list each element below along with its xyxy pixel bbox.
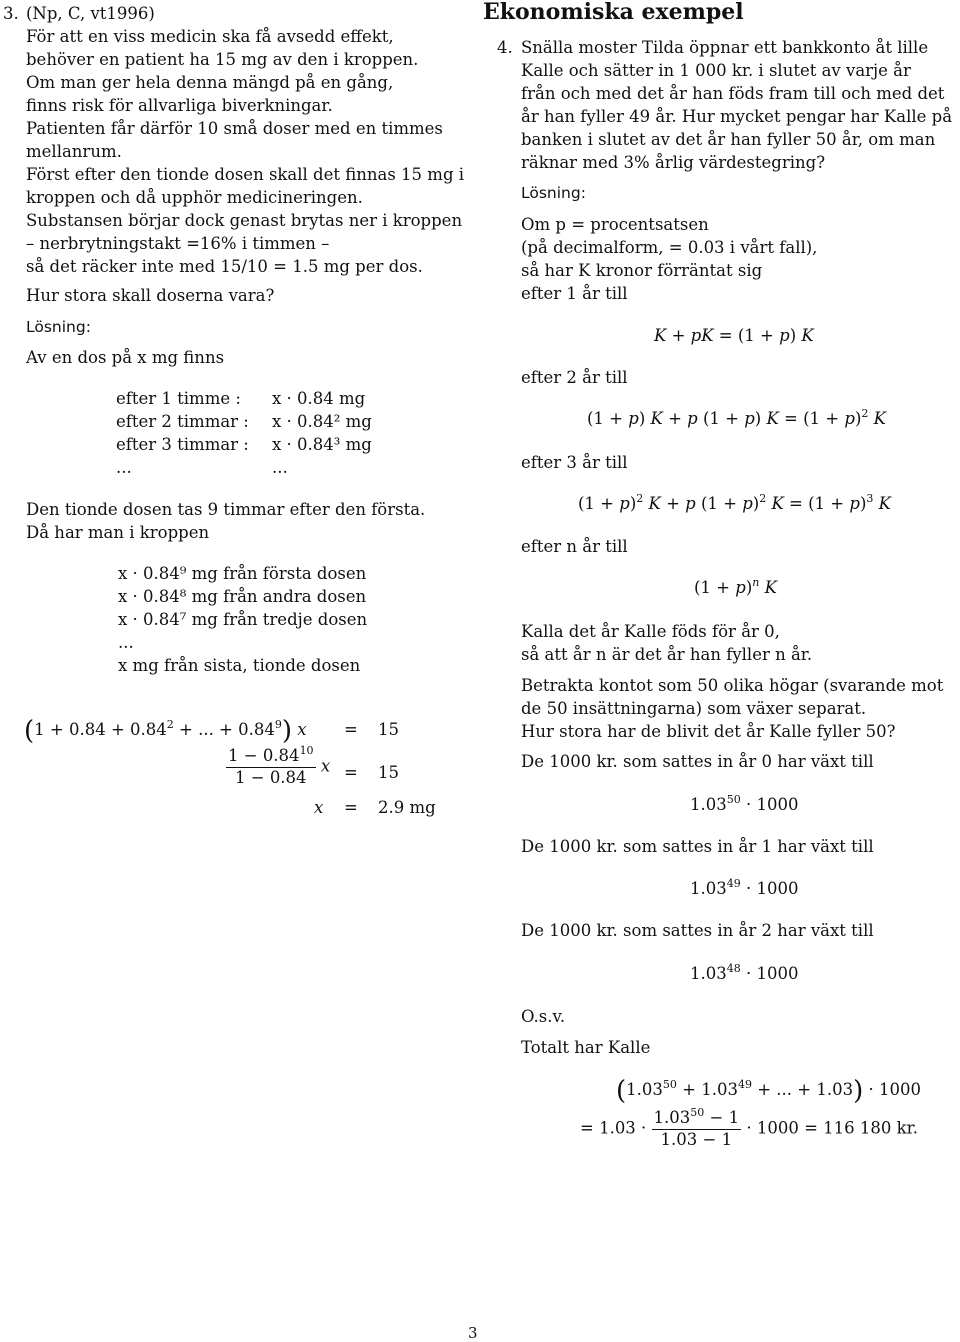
decay-value: x · 0.84³ mg: [272, 435, 372, 454]
total-result: = 116 180 kr.: [804, 1118, 918, 1138]
solution-line: (på decimalform, = 0.03 i vårt fall),: [521, 238, 818, 257]
solution-line: efter 3 år till: [521, 453, 628, 472]
section-heading: Ekonomiska exempel: [483, 0, 744, 25]
problem-line: Patienten får därför 10 små doser med en timmes: [26, 119, 443, 138]
deposit-growth: $1.03^{48} \cdot 1000$: [690, 962, 799, 983]
solution-line: efter n år till: [521, 537, 628, 556]
problem-number: 4.: [497, 38, 513, 57]
growth-formula-2: (1 + p) K + p (1 + p) $K = (1 + p)^2$ K: [587, 407, 886, 428]
problem-line: Om man ger hela denna mängd på en gång,: [26, 73, 394, 92]
dose-remaining-row: x · 0.84⁸ mg från andra dosen: [118, 587, 367, 606]
problem-line: behöver en patient ha 15 mg av den i kroppen.: [26, 50, 419, 69]
growth-formula-1: K + pK = (1 + p) K: [654, 326, 814, 345]
osv-line: O.s.v.: [521, 1007, 566, 1026]
problem-line: För att en viss medicin ska få avsedd effekt,: [26, 27, 394, 46]
problem-header: (Np, C, vt1996): [26, 4, 155, 23]
deposit-line: De 1000 kr. som sattes in år 2 har växt till: [521, 921, 874, 940]
total-computation: = 1.03 · $\frac{1.03^{50} - 1}{1.03 - 1}$ · 1000 = 116 180 kr.: [580, 1106, 918, 1149]
dose-remaining-row: ...: [118, 633, 134, 652]
equals-sign: =: [344, 720, 358, 739]
solution-line: Hur stora har de blivit det år Kalle fyller 50?: [521, 722, 896, 741]
solution-line: så att år n är det år han fyller n år.: [521, 645, 813, 664]
decay-value: x · 0.84² mg: [272, 412, 372, 431]
problem-number: 3.: [3, 4, 19, 23]
deposit-growth: $1.03^{50} \cdot 1000$: [690, 793, 799, 814]
solution-label: Lösning:: [26, 318, 91, 336]
problem-line: Snälla moster Tilda öppnar ett bankkonto åt lille: [521, 38, 929, 57]
problem-line: år han fyller 49 år. Hur mycket pengar har Kalle på: [521, 107, 953, 126]
problem-line: räknar med 3% årlig värdestegring?: [521, 153, 826, 172]
problem-line: från och med det år han föds fram till och med det: [521, 84, 945, 103]
dose-remaining-row: x · 0.84⁹ mg från första dosen: [118, 564, 367, 583]
solution-line: Kalla det år Kalle föds för år 0,: [521, 622, 780, 641]
question: Hur stora skall doserna vara?: [26, 286, 275, 305]
solution-line: Betrakta kontot som 50 olika högar (svarande mot: [521, 676, 944, 695]
equation-rhs: 15: [378, 763, 399, 782]
deposit-line: De 1000 kr. som sattes in år 1 har växt till: [521, 837, 874, 856]
solution-line: Om p = procentsatsen: [521, 215, 709, 234]
problem-line: så det räcker inte med 15/10 = 1.5 mg per dos.: [26, 257, 423, 276]
decay-label: efter 3 timmar :: [116, 435, 249, 454]
result-variable: x: [314, 798, 324, 817]
solution-line: så har K kronor förräntat sig: [521, 261, 763, 280]
page-number: 3: [468, 1324, 478, 1342]
problem-line: Kalle och sätter in 1 000 kr. i slutet av varje år: [521, 61, 911, 80]
tenth-dose-line: Den tionde dosen tas 9 timmar efter den första.: [26, 500, 426, 519]
solution-intro: Av en dos på x mg finns: [26, 348, 225, 367]
dose-remaining-row: x mg från sista, tionde dosen: [118, 656, 361, 675]
solution-line: efter 2 år till: [521, 368, 628, 387]
total-sum: ($1.03^{50} + 1.03^{49}$ + ... + 1.03) · 1000: [616, 1076, 921, 1106]
fraction-equation-lhs: $\frac{1 - 0.84^{10}}{1 - 0.84}$ x: [228, 744, 331, 787]
dose-remaining-row: x · 0.84⁷ mg från tredje dosen: [118, 610, 368, 629]
problem-line: kroppen och då upphör medicineringen.: [26, 188, 363, 207]
solution-line: de 50 insättningarna) som växer separat.: [521, 699, 867, 718]
sum-equation-lhs: ($1 + 0.84 + 0.84^2$ + ... + $0.84^9$) x: [24, 716, 307, 746]
growth-formula-n: $(1 + p)^n$ K: [694, 576, 777, 597]
decay-label: ...: [116, 458, 132, 477]
growth-formula-3: $(1 + p)^2$ K + p $(1 + p)^2$ $K = (1 + p)^3$ K: [578, 492, 891, 513]
equals-sign: =: [344, 798, 358, 817]
deposit-line: De 1000 kr. som sattes in år 0 har växt till: [521, 752, 874, 771]
problem-line: – nerbrytningstakt =16% i timmen –: [26, 234, 330, 253]
problem-line: Substansen börjar dock genast brytas ner i kroppen: [26, 211, 463, 230]
solution-label: Lösning:: [521, 184, 586, 202]
problem-line: Först efter den tionde dosen skall det finnas 15 mg i: [26, 165, 465, 184]
decay-label: efter 2 timmar :: [116, 412, 249, 431]
decay-value: ...: [272, 458, 288, 477]
result-value: 2.9 mg: [378, 798, 436, 817]
problem-line: mellanrum.: [26, 142, 122, 161]
solution-line: efter 1 år till: [521, 284, 628, 303]
decay-value: x · 0.84 mg: [272, 389, 366, 408]
problem-line: finns risk för allvarliga biverkningar.: [26, 96, 333, 115]
equation-rhs: 15: [378, 720, 399, 739]
tenth-dose-line: Då har man i kroppen: [26, 523, 210, 542]
decay-label: efter 1 timme :: [116, 389, 241, 408]
equals-sign: =: [344, 763, 358, 782]
total-line: Totalt har Kalle: [521, 1038, 651, 1057]
problem-line: banken i slutet av det år han fyller 50 år, om man: [521, 130, 936, 149]
deposit-growth: $1.03^{49} \cdot 1000$: [690, 877, 799, 898]
